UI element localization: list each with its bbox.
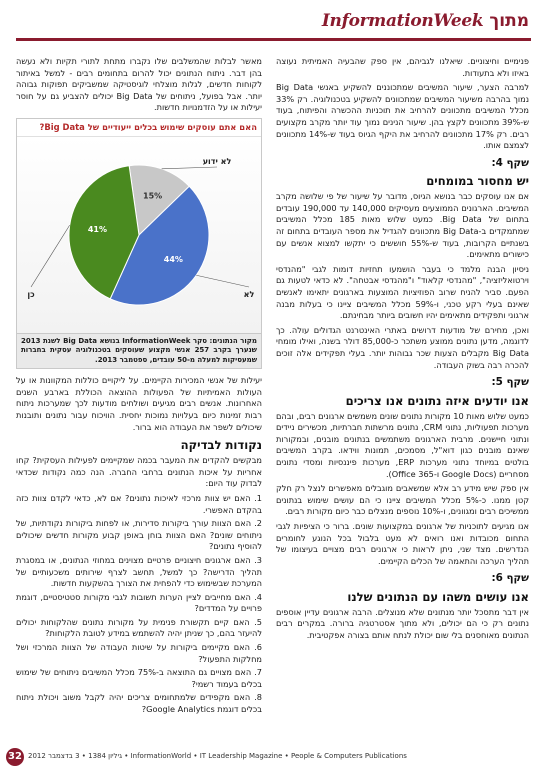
slide-label: שקף 5: — [491, 376, 529, 389]
paragraph: אנו מגיעים לתוכניות של ארגונים במקצועות שונים. ברור כי הציפיות לגבי התחום מכובדות ואנו רואים לא מעט בלבול בכל הנוגע לחומרים הנדרשים. מצד שני, ניתן לראות כי ארגונים רבים מצויים בעיצומו של תהליך הערכה והתאמה של הכלים הקיימים. — [276, 521, 529, 566]
pie-category-label-0: כן — [27, 289, 35, 299]
checklist-item: 4. האם מחייבים לציין הערות תשובות לגבי מקורות סטטיסטיים, דוגמת פרויים על המדדים? — [16, 591, 262, 614]
paragraph: פנימיים וחיצוניים. שיאלנו לגביהם, אין ספק שהבעיה האמיתית נעוצה באיזו ולא בתעודות. — [276, 56, 529, 78]
checklist — [16, 493, 262, 716]
footer-text: גיליון 1384 • 3 בדצמבר 2012 • InformationWorld • IT Leadership Magazine • People & Computers Publications — [28, 752, 407, 760]
checklist-item: 2. האם הצוות עורך ביקורות סדירות, או לפחות ביקורות נקודתיות, של ניתוחים שונים? האם הצוות בוחן באופן קבוע מקורות חדשים שיכולים להוסיף נתונים? — [16, 518, 262, 552]
paragraph: אין דבר מתסכל יותר מנתונים שלא מנוצלים. הרבה ארגונים עדיין אוספים נתונים רק כי הם יכולים, ולא מתוך אסטרטגיה ברורה. במקרים רבים הנתונים מאוחסנים בלי שום יכולת לנתח אותם בצורה אפקטיבית. — [276, 606, 529, 641]
masthead — [0, 0, 547, 46]
section-heading: נקודות לבדיקה — [180, 438, 262, 453]
chart-area — [17, 137, 261, 333]
paragraph: אין ספק שיש מידע רב אלא שמשאבים מוגבלים מאפשרים לנצל רק חלק קטן ממנו. כ-5% מכלל המשיבים ציינו כי הם עושים שימוש בנתונים ממשיכים רבים ומגוונים, ו-10% נוספים מנצלים כבר כיום מקורות רבים. — [276, 483, 529, 517]
paragraph: אם אנו עוסקים כבר בנושא הגיוס, מדובר על שיעור של פי שלושה מקרב המשיבים. הארגונים הממוצעים מעסיקים 140,000 עד 190,000 עובדים בתחום של Big Data. כמעט שלוש מאות 185 מכלל המשיבים שמתמקדים ב-Big Data מתכוונים להגדיל את מספר העובדים בתחום זה בשנתיים הקרובות, בעוד ש-55% חוששים כי יתקשו למצוא אנשים עם כישורים מתאימים. — [276, 191, 529, 260]
leader-line-0 — [31, 225, 70, 287]
pie-value-label-0: 41% — [87, 225, 107, 235]
section-label: מתוך — [489, 11, 529, 31]
paragraph: ואכן, מחירם של מודעות דרושים באתרי האינטרנט הגדולים עולה. כך לדוגמה, מדען נתונים ממוצע משתכר כ-85,000 דולר בשנה, ואילו מומחי Big Data מקבלים הצעות שכר גבוהות יותר. בעלי תפקידים אלה זוכים להכרה רבה בשוק העבודה. — [276, 324, 529, 370]
paragraph: למרבה הצער, שיעור המשיבים שמתכוננים להשקיע באנשי Big Data נמוך בהרבה משיעור המשיבים שמתכוונים להשקיע בטכנולוגיה. רק 33% מכלל המשיבים מתכוונים להרחיב את תוכניות ההכשרה והפיתוח, בעוד ש-39% מתכוונים לקצץ בהן. שיעור הנינים נמוך עוד יותר מקרב מקצועים רבים. רק 17% מתכוונים להרחיב את היקף הגיוס בעוד ש-14% מתכוונים לצמצם אותו. — [276, 82, 529, 151]
chart-source: מקור הנתונים: סקר InformationWeek בנושא Big Data לשנת 2013 שנערך בקרב 257 אנשי מקצוע שעוסקים בטכנולוגיה עסקית בחברות שמעסיקות למעלה מ-50 עובדים, ספטמבר 2013. — [17, 333, 261, 368]
masthead-brand — [322, 11, 529, 31]
pie-category-label-2: לא ידוע — [202, 156, 232, 166]
pie-category-label-1: לא — [243, 289, 255, 299]
section-heading: יש מחסור במומחים — [426, 174, 529, 189]
pie-chart-box — [16, 118, 262, 369]
slide-label: שקף 6: — [491, 572, 529, 585]
slide-label: שקף 4: — [491, 156, 529, 169]
checklist-item: 5. האם קיים תקשורת פנימית על מקורות נתונים שהלקוחות יכולים להיעזר בהם, כך שניתן יהיה להשתמש במידע לטובת הלקוחות? — [16, 616, 262, 639]
paragraph: יעילות של אנשי המכירות הקיימים. על ליקויים כוללות המקוונות או על העולות האמיתיות של הפעולות ההוצאה הכוללת בארבע השנים האחרונות. אנשים רבים מגיעים ושולחים מודעות לכך שמערכות ניתוח רבות זמינות כיום בעלויות נמוכות יחסית. הוויכוח עבור נתונים ותובנות שיכולים לשפר את העבודה הוא ברור. — [16, 375, 262, 432]
paragraph: מאשר לבלות שהמשלבים שלו נקברו מתחת לתורי תקיות ולא נעשה בהן דבר. ניתוח הנתונים יכול להרום בתחומים רבים - למשל באיתור לקוחות חדשים, לגלות מוצלחי לוגיסטיקה שמשביקים תפוקות גבוהה יותר. אבל בפועל, ניתוחים של Big Data יכולים להצביע גם על חוסר יעילות או על הזדמנויות חדשות. — [16, 56, 262, 113]
pie-value-label-1: 44% — [163, 255, 183, 265]
magazine-title: InformationWeek — [321, 11, 484, 31]
checklist-item: 1. האם יש צוות מרכזי לאיכות נתונים? אם לא, כדאי לקדם צוות כזה בהקדם האפשרי. — [16, 492, 262, 515]
leader-line-2 — [162, 167, 217, 169]
page-number: 32 — [6, 748, 24, 766]
left-column — [16, 56, 262, 718]
right-column — [276, 56, 529, 645]
checklist-item: 3. האם ארגונים חיצוניים פרטיים מצוינים במחוזי הנתונים, או במסגרת תהליך הדרישה? כך למשל, תחשב לצרף שירותים משכעותיים של המערכת שבשימוש כדי להפחית את הצורך בהשקעות חדשות. — [16, 554, 262, 589]
section-heading: אנו יודעים איזה נתונים אנו צריכים — [345, 393, 529, 408]
pie-value-label-2: 15% — [143, 191, 163, 201]
masthead-rule — [16, 38, 531, 41]
paragraph: ניסיון הבנה מלמד כי בעבר הושמעו תחזיות דומות לגבי "מהנדסי וירטואליזציה", "מהנדסי קלאוד" ו"מהנדסי אבטחה". לא כדאי לטעות גם הפעם. סביר להניח שרוב הפוזיציות המוצעות בארגונים יתאימו לאנשים שאינם בעלי רקע טכני, ו-59% מכלל המשיבים ציינו כי בעלות מבנה ארגוני ותפקידים מתאימים יהיו חשובים ביותר מבחינתם. — [276, 263, 529, 321]
pie-chart — [17, 137, 261, 333]
paragraph: מבקשים להקדים את המעבר בכמה שמקיימים לפעילות העסקית? קחו אחריות על איכות הנתונים ברחבי החברה. הנה כמה נקודות שכדאי לבדוק עוד היום: — [16, 455, 262, 489]
paragraph: כמעט שלוש מאות 10 מקורות נתונים שונים משמשים ארגונים רבים, ובהם מערכות תפעוליות, נתוני CRM, נתונים מרשתות חברתיות, מכשירים ניידים ונתוני חיישנים. מרבית הארגונים משתמשים בנתונים מובנים, ובמקורות שאינם מובנים כגון דוא"ל, מסמכים, תמונות ווידאו. בקרב המשיבים בולטים במיוחד נתוני מערכות ERP, מערכות פיננסיות ומסדי נתונים מסחריים (Google Docs ו-Office 365). — [276, 410, 530, 479]
checklist-item: 7. האם מצויים גם התוצאה ב-75% מכלל המשיבים ניתוחים של שימוש בכלים בעמוד רשמי? — [16, 667, 262, 689]
page-footer — [0, 748, 547, 768]
chart-title: האם אתם עוסקים שימוש בכלים ייעודיים של Big Data? — [17, 119, 261, 137]
checklist-item: 8. האם מקפידים שלמתחומים צריכים יהיה לקבל משוב ויכולת ניתוח בכלים דוגמת Google Analytics? — [16, 692, 262, 715]
leader-line-1 — [196, 275, 249, 287]
checklist-item: 6. האם מקיימים ביקורות על שיטות העבודה של הצוות המרכזי ושל מחלקות התפעול? — [16, 642, 262, 664]
section-heading: אנו עושים משהו עם הנתונים שלנו — [347, 589, 529, 604]
